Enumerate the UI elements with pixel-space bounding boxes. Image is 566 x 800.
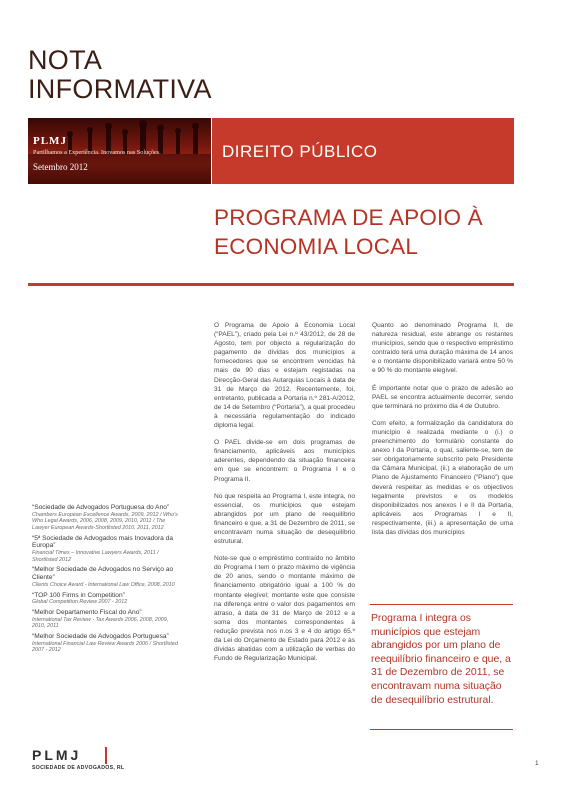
paragraph: Note-se que o empréstimo contraído no âmbito do Programa I tem o prazo máximo de vigência de 20 anos, sendo o montante máximo de financiamento obrigatório igual a 100 % do montante elegível; montante este que consiste na diferença entre o valor dos pagamentos em atraso, à data de 31 de Março de 2012 e a soma dos montantes correspondentes à redução prevista nos n.os 3 e 4 do artigo 65.º da Lei do Orçamento de Estado para 2012 e às dívidas abatidas com a utilização de verbas do Fundo de Regularização Municipal. xyxy=(214,555,355,663)
award-source: Global Competition Review 2007 - 2012 xyxy=(32,599,128,606)
document-title-line-2: ECONOMIA LOCAL xyxy=(214,234,419,259)
document-title-line-1: PROGRAMA DE APOIO À xyxy=(214,205,483,230)
paragraph: O Programa de Apoio à Economia Local (“PAEL”), criado pela Lei n.º 43/2012, de 28 de Agosto, tem por objecto a regularização do pagamento de dívidas dos municípios a fornecedores que se encontrem vencidas há mais de 90 dias e estejam registadas na Direcção-Geral das Autarquias Locais à data de 31 de Março de 2012. Recentemente, foi, entretanto, publicada a Portaria n.º 281-A/2012, de 14 de Setembro (“Portaria”), a qual procedeu à necessária regulamentação do indicado diploma legal. xyxy=(214,322,355,430)
award-title: “5ª Sociedade de Advogados mais Inovadora da Europa” xyxy=(32,534,174,550)
paragraph: É importante notar que o prazo de adesão ao PAEL se encontra actualmente decorrer, sendo que terminará no próximo dia 4 de Outubro. xyxy=(372,384,513,410)
pullquote-bottom-rule xyxy=(370,729,513,730)
publication-date: Setembro 2012 xyxy=(33,162,88,172)
paragraph: Com efeito, a formalização da candidatura do município é realizada mediante o (i.) o preenchimento do formulário constante do anexo I da Portaria, o qual, saliente-se, tem de ser obrigatoriamente subscrito pelo Presidente da Câmara Municipal, (ii.) a elaboração de um Plano de Ajustamento Financeiro (“Plano”) que deverá respeitar as medidas e os objectivos legalmente previstos e os modelos disponibilizados nos anexos I e II da Portaria, aplicáveis aos Programas I e II, respectivamente, (iii.) a apresentação de uma lista das dívidas dos municípios xyxy=(372,419,513,536)
award-source: International Financial Law Review Awards 2006 / Shortlisted 2007 - 2012 xyxy=(32,640,178,654)
award-source: Chambers European Excellence Awards, 2009, 2012 / Who’s Who Legal Awards, 2006, 2008, 2009, 2010, 2011 / The Lawyer European Awards-Shortlisted 2010, 2011, 2012 xyxy=(32,511,178,531)
award-title: “Melhor Sociedade de Advogados no Serviço ao Cliente” xyxy=(32,566,174,582)
award-source: International Tax Review - Tax Awards 2006, 2008, 2009, 2010, 2011 xyxy=(32,616,169,630)
award-title: “Melhor Departamento Fiscal do Ano” xyxy=(32,608,142,616)
banner-photo xyxy=(28,118,211,184)
footer-logo: PLMJ xyxy=(32,747,82,763)
award-source: Clients Choice Award - International Law Office, 2008, 2010 xyxy=(32,581,175,588)
award-item xyxy=(32,535,182,564)
award-item xyxy=(32,633,182,654)
award-title: “TOP 100 Firms in Competition” xyxy=(32,591,125,599)
awards-list xyxy=(32,504,182,657)
award-item xyxy=(32,566,182,588)
banner-tagline: Partilhamos a Experiência. Inovamos nas Soluções. xyxy=(33,149,161,156)
title-divider xyxy=(28,283,514,286)
section-label: DIREITO PÚBLICO xyxy=(222,142,378,161)
paragraph: O PAEL divide-se em dois programas de financiamento, aplicáveis aos municípios aderentes, dependendo da situação financeira em que se encontrem: o Programa I e o Programa II. xyxy=(214,439,355,483)
pullquote-top-rule xyxy=(370,604,513,605)
body-column-1 xyxy=(214,321,355,671)
banner-brand: PLMJ xyxy=(33,135,67,147)
newsletter-title xyxy=(28,46,228,104)
body-column-2 xyxy=(372,321,513,545)
award-title: “Sociedade de Advogados Portuguesa do Ano” xyxy=(32,504,170,511)
footer-subtitle: SOCIEDADE DE ADVOGADOS, RL xyxy=(32,765,125,771)
pullquote: Programa I integra os municípios que estejam abrangidos por um plano de reequilíbrio financeiro e que, a 31 de Dezembro de 2011, se encontravam numa situação de desequilíbrio estrutural. xyxy=(371,613,511,706)
award-source: Financial Times – Innovative Lawyers Awards, 2011 / Shortlisted 2012 xyxy=(32,550,159,563)
paragraph: No que respeita ao Programa I, este integra, no essencial, os municípios que estejam abrangidos por um plano de reequilíbrio financeiro e que, a 31 de Dezembro de 2011, se encontravam numa situação de desequilíbrio estrutural. xyxy=(214,492,355,546)
section-banner xyxy=(212,118,514,184)
document-title xyxy=(214,203,514,261)
page-number: 1 xyxy=(535,760,539,767)
logo-red-mark xyxy=(105,747,107,764)
title-line-2: INFORMATIVA xyxy=(28,74,212,104)
award-item xyxy=(32,609,182,630)
award-item xyxy=(32,592,182,606)
paragraph: Quanto ao denominado Programa II, de natureza residual, este abrange os restantes municípios, sendo que o respectivo empréstimo contraído terá uma duração máxima de 14 anos e o montante disponibilizado variará entre 50 % e 90 % do montante elegível. xyxy=(372,322,513,375)
award-title: “Melhor Sociedade de Advogados Portuguesa” xyxy=(32,632,169,640)
title-line-1: NOTA xyxy=(28,45,103,75)
award-item xyxy=(32,504,182,532)
